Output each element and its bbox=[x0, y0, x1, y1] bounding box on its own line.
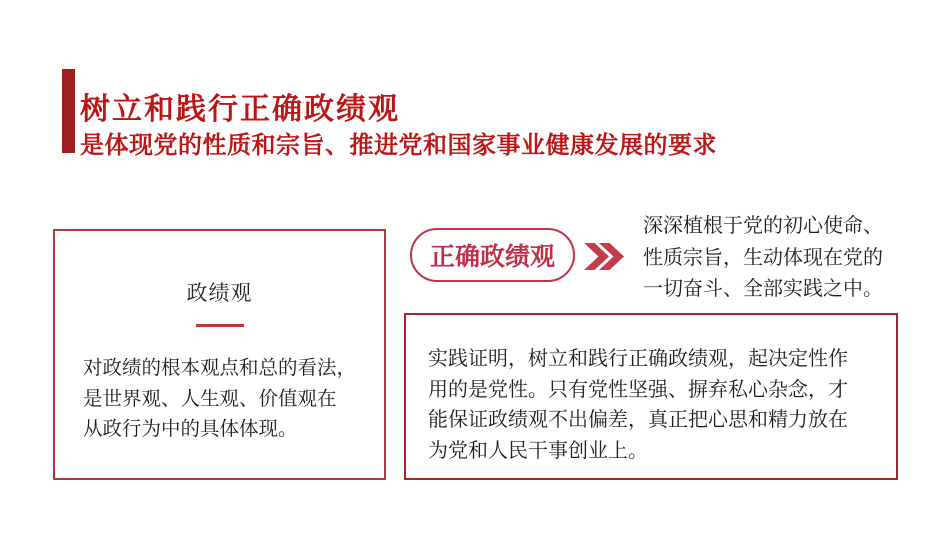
practice-text-line: 用的是党性。只有党性坚强、摒弃私心杂念，才 bbox=[428, 378, 848, 401]
concept-text-line: 从政行为中的具体体现。 bbox=[83, 418, 298, 440]
practice-box-text bbox=[428, 344, 878, 466]
practice-box bbox=[404, 313, 898, 480]
header-accent-bar bbox=[62, 69, 75, 153]
practice-text-line: 实践证明，树立和践行正确政绩观，起决定性作 bbox=[428, 348, 848, 370]
practice-text-line: 能保证政绩观不出偏差，真正把心思和精力放在 bbox=[428, 409, 848, 431]
page-title: 树立和践行正确政绩观 bbox=[80, 93, 400, 126]
concept-card-title: 政绩观 bbox=[186, 282, 253, 305]
page-subtitle: 是体现党的性质和宗旨、推进党和国家事业健康发展的要求 bbox=[80, 132, 717, 159]
practice-text-line: 为党和人民干事创业上。 bbox=[428, 439, 648, 462]
correct-view-description bbox=[643, 211, 933, 306]
concept-card bbox=[53, 229, 386, 480]
concept-text-line: 对政绩的根本观点和总的看法， bbox=[83, 357, 357, 379]
double-chevron-icon bbox=[584, 243, 624, 270]
correct-view-pill bbox=[410, 228, 575, 282]
concept-text-line: 是世界观、人生观、价值观在 bbox=[83, 387, 337, 410]
concept-title-underline bbox=[196, 324, 244, 327]
description-line: 性质宗旨，生动体现在党的 bbox=[643, 246, 883, 269]
description-line: 深深植根于党的初心使命、 bbox=[643, 215, 883, 237]
description-line: 一切奋斗、全部实践之中。 bbox=[643, 278, 883, 300]
correct-view-pill-label: 正确政绩观 bbox=[429, 243, 555, 271]
concept-card-text bbox=[83, 353, 360, 445]
